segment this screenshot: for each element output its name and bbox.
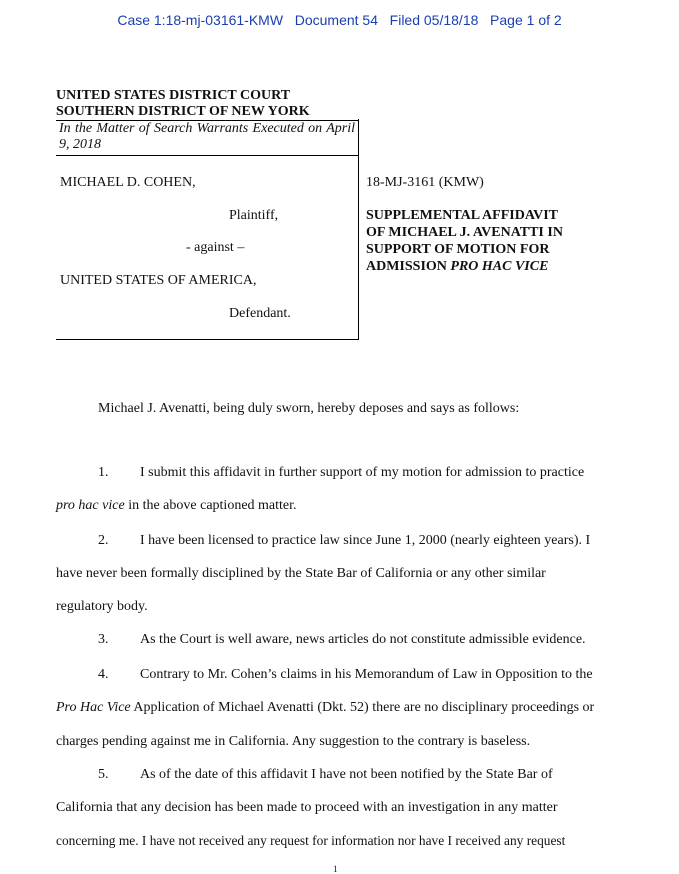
ecf-header: Case 1:18-mj-03161-KMW Document 54 Filed 05/18/18 Page 1 of 2 [117,12,562,28]
paragraph-1-line-2 [56,498,297,514]
plaintiff-name: MICHAEL D. COHEN, [60,175,196,190]
paragraph-3-line-1: As the Court is well aware, news articles do not constitute admissible evidence. [140,632,586,647]
paragraph-1-line-1: I submit this affidavit in further support of my motion for admission to practice [140,465,585,480]
paragraph-1-line-2-text: in the above captioned matter. [124,498,297,513]
paragraph-5-number: 5. [98,767,109,782]
caption-bottom-rule [56,339,359,340]
paragraph-4-line-2-text: Application of Michael Avenatti (Dkt. 52) there are no disciplinary proceedings or [130,700,595,715]
page-number-mark: 1 [333,864,338,874]
paragraph-4-number: 4. [98,667,109,682]
paragraph-3 [98,632,586,648]
defendant-name: UNITED STATES OF AMERICA, [60,273,257,288]
title-line-3: SUPPORT OF MOTION FOR [366,242,550,257]
paragraph-1 [98,465,614,481]
paragraph-4-line-2 [56,700,594,716]
paragraph-5-line-3: concerning me. I have not received any request for information nor have I received any request [56,833,566,848]
plaintiff-role: Plaintiff, [229,208,279,223]
title-line-2: OF MICHAEL J. AVENATTI IN [366,225,563,240]
paragraph-2-line-1: I have been licensed to practice law since June 1, 2000 (nearly eighteen years). I [140,533,591,548]
paragraph-5-line-2: California that any decision has been made to proceed with an investigation in any matter [56,800,558,815]
paragraph-5 [98,767,553,783]
court-line-2: SOUTHERN DISTRICT OF NEW YORK [56,104,359,121]
paragraph-4-line-1: Contrary to Mr. Cohen’s claims in his Memorandum of Law in Opposition to the [140,667,593,682]
intro-statement: Michael J. Avenatti, being duly sworn, hereby deposes and says as follows: [98,401,520,416]
paragraph-2-number: 2. [98,533,109,548]
paragraph-2 [98,533,590,549]
caption-divider [358,155,359,340]
title-line-4-italic: PRO HAC VICE [450,259,549,274]
court-name [56,88,359,121]
paragraph-2-line-3: regulatory body. [56,599,148,614]
court-line-1: UNITED STATES DISTRICT COURT [56,88,291,103]
matter-caption: In the Matter of Search Warrants Executed on April 9, 2018 [59,121,355,152]
defendant-role: Defendant. [229,306,291,321]
case-number: 18-MJ-3161 (KMW) [366,175,484,190]
against-text: - against – [186,240,245,255]
paragraph-4-line-3: charges pending against me in California. Any suggestion to the contrary is baseless. [56,734,531,749]
pro-hac-vice-italic-2: Pro Hac Vice [56,700,131,715]
title-line-4 [366,258,581,275]
title-line-4-text: ADMISSION [366,259,451,274]
document-title [366,207,581,275]
paragraph-5-line-1: As of the date of this affidavit I have not been notified by the State Bar of [140,767,553,782]
pro-hac-vice-italic: pro hac vice [56,498,125,513]
paragraph-4 [98,667,593,683]
paragraph-3-number: 3. [98,632,109,647]
title-line-1: SUPPLEMENTAL AFFIDAVIT [366,208,559,223]
paragraph-1-number: 1. [98,465,109,480]
paragraph-2-line-2: have never been formally disciplined by the State Bar of California or any other similar [56,566,546,581]
